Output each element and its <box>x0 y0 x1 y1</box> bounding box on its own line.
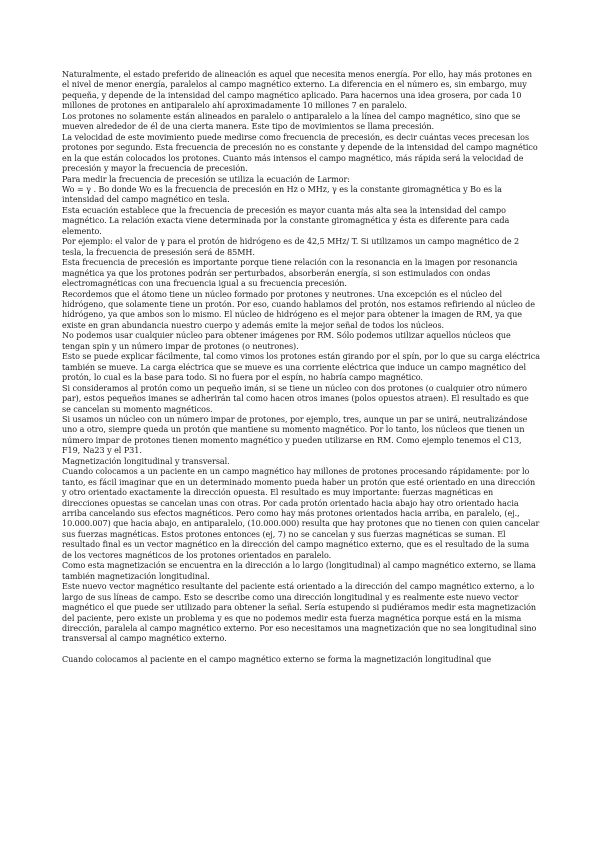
paragraph-hydrogen-nucleus: Recordemos que el átomo tiene un núcleo formado por protones y neutrones. Una excepción es el núcleo del hidrógeno, que solamente tiene un protón. Por eso, cuando hablamos del protón, nos estamos refiriendo al núcleo de hidrógeno, ya que ambos son lo mismo. El núcleo de hidrógeno es el mejor para obtener la imagen de RM, ya que existe en gran abundancia nuestro cuerpo y además emite la mejor señal de todos los núcleos. <box>62 289 535 330</box>
paragraph-new-vector: Este nuevo vector magnético resultante del paciente está orientado a la dirección del campo magnético externo, a lo largo de sus líneas de campo. Esto se describe como una dirección longitudinal y es realmente este nuevo vector magnético el que puede ser utilizado para obtener la señal. Sería estupendo si pudiéramos medir esta magnetización del paciente, pero existe un problema y es que no podemos medir esta fuerza magnética porque está en la misma dirección, paralela al campo magnético externo. Por eso necesitamos una magnetización que no sea longitudinal sino transversal al campo magnético externo. <box>62 582 537 644</box>
paragraph-larmor-equation: Wo = γ . Bo donde Wo es la frecuencia de precesión en Hz o MHz, γ es la constante giromagnética y Bo es la intensidad del campo magnético en tesla. <box>62 184 502 205</box>
paragraph-larmor-intro: Para medir la frecuencia de precesión se utiliza la ecuación de Larmor: <box>62 174 350 184</box>
paragraph-nuclei-requirements: No podemos usar cualquier núcleo para obtener imágenes por RM. Sólo podemos utilizar aquellos núcleos que tengan spin y un número impar de protones (o neutrones). <box>62 331 511 351</box>
paragraph-odd-protons: Si usamos un núcleo con un número impar de protones, por ejemplo, tres, aunque un par se unirá, neutralizándose uno a otro, siempre queda un protón que mantiene su momento magnético. Por lo tanto, los núcleos que tienen un número impar de protones tienen momento magnético y pueden utilizarse en RM. Como ejemplo tenemos el C13, F19, Na23 y el P31. <box>62 414 528 456</box>
paragraph-precession-frequency: La velocidad de este movimiento puede medirse como frecuencia de precesión, es decir cuántas veces precesan los protones por segundo. Esta frecuencia de precesión no es constante y depende de la intensidad del campo magnético en la que están colocados los protones. Cuanto más intensos el campo magnético, más rápida será la velocidad de precesión y mayor la frecuencia de precesión. <box>62 132 538 174</box>
paragraph-example-hydrogen: Por ejemplo: el valor de γ para el protón de hidrógeno es de 42,5 MHz/ T. Si utilizamos un campo magnético de 2 tesla, la frecuencia de presesión será de 85MH. <box>62 237 520 257</box>
paragraph-precession: Los protones no solamente están alineados en paralelo o antiparalelo a la línea del campo magnético, sino que se mueven alrededor de él de una cierta manera. Este tipo de movimientos se llama precesión. <box>62 111 521 132</box>
paragraph-longitudinal-name: Como esta magnetización se encuentra en la dirección a lo largo (longitudinal) al campo magnético externo, se llama también magnetización longitudinal. <box>62 561 536 581</box>
document-page <box>62 70 540 665</box>
paragraph-patient-field: Cuando colocamos a un paciente en un campo magnético hay millones de protones procesando rápidamente: por lo tanto, es fácil imaginar que en un determinado momento pueda haber un protón que esté orientado en una dirección y otro orientado exactamente la dirección opuesta. El resultado es muy importante: fuerzas magnéticas en direcciones opuestas se cancelan unas con otras. Por cada protón orientado hacia abajo hay otro orientado hacia arriba cancelando sus efectos magnéticos. Pero como hay más protones orientados hacia arriba, en paralelo, (ej., 10.000.007) que hacia abajo, en antiparalelo, (10.000.000) resulta que hay protones que no tienen con quien cancelar sus fuerzas magnéticas. Estos protones entonces (ej, 7) no se cancelan y sus fuerzas magnéticas se suman. El resultado final es un vector magnético en la dirección del campo magnético externo, que es el resultado de la suma de los vectores magnéticos de los protones orientados en paralelo. <box>62 467 540 560</box>
paragraph-equation-explained: Esta ecuación establece que la frecuencia de precesión es mayor cuanta más alta sea la intensidad del campo magnético. La relación exacta viene determinada por la constante giromagnética y ésta es diferente para cada elemento. <box>62 205 510 236</box>
paragraph-resonance: Esta frecuencia de precesión es importante porque tiene relación con la resonancia en la imagen por resonancia magnética ya que los protones podrán ser perturbados, absorberán energía, si son estimulados con ondas electromagnéticas con una frecuencia igual a su frecuencia precesión. <box>62 258 518 289</box>
paragraph-alignment-energy: Naturalmente, el estado preferido de alineación es aquel que necesita menos energía. Por ello, hay más protones en el nivel de menor energía, paralelos al campo magnético externo. La diferencia en el número es, sin embargo, muy pequeña, y depende de la intensidad del campo magnético aplicado. Para hacernos una idea grosera, por cada 10 millones de protones en antiparalelo ahí aproximadamente 10 millones 7 en paralelo. <box>62 70 532 111</box>
paragraph-spin-explanation: Esto se puede explicar fácilmente, tal como vimos los protones están girando por el spín, por lo que su carga eléctrica también se mueve. La carga eléctrica que se mueve es una corriente eléctrica que induce un campo magnético del protón, lo cual es la base para todo. Si no fuera por el espín, no habría campo magnético. <box>62 352 540 383</box>
paragraph-final-line: Cuando colocamos al paciente en el campo magnético externo se forma la magnetización longitudinal que <box>62 654 492 664</box>
section-heading-magnetization: Magnetización longitudinal y transversal. <box>62 456 230 466</box>
paragraph-even-protons: Si consideramos al protón como un pequeño imán, si se tiene un núcleo con dos protones (o cualquier otro número par), estos pequeños imanes se adherirán tal como hacen otros imanes (polos opuestos atraen). El resultado es que se cancelan su momento magnéticos. <box>62 383 529 414</box>
